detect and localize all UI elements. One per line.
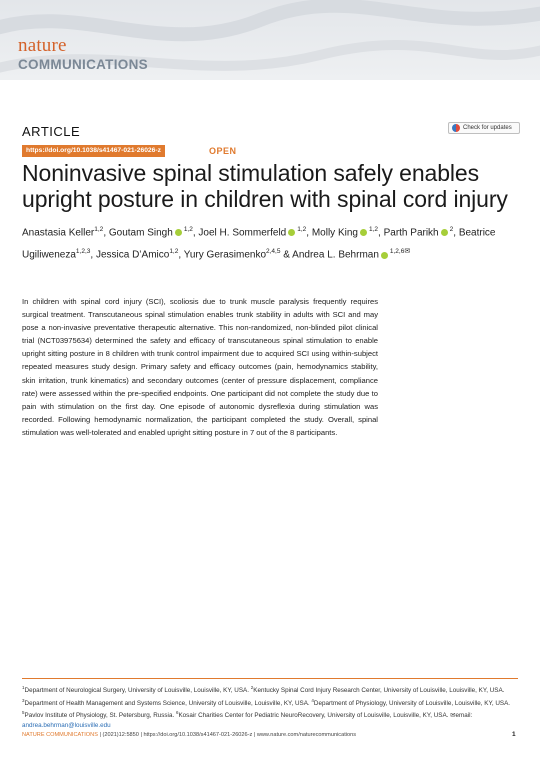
author-separator: , bbox=[453, 227, 459, 239]
affiliation-divider bbox=[22, 678, 518, 679]
author-name[interactable]: Beatrice Ugiliweneza bbox=[22, 227, 496, 261]
orcid-icon[interactable] bbox=[175, 229, 182, 236]
affiliation-text: Department of Physiology, University of Louisville, Louisville, KY, USA. bbox=[313, 699, 511, 707]
affiliations bbox=[22, 683, 518, 730]
author-separator: , bbox=[192, 227, 199, 239]
author-affiliation-marker: 1,2 bbox=[297, 226, 307, 233]
author-separator: & bbox=[280, 249, 293, 261]
author-affiliation-marker: 1,2,6 bbox=[389, 248, 405, 256]
article-type: ARTICLE bbox=[22, 124, 81, 139]
author-name[interactable]: Joel H. Sommerfeld bbox=[198, 227, 287, 239]
author-separator: , bbox=[306, 227, 312, 239]
footer-journal: NATURE COMMUNICATIONS bbox=[22, 732, 98, 738]
page-footer bbox=[22, 730, 518, 740]
mail-icon[interactable]: ✉ bbox=[404, 248, 411, 256]
author-separator: , bbox=[378, 227, 384, 239]
affiliation-text: Kosair Charities Center for Pediatric NeuroRecovery, University of Louisville, Louisville, KY, USA. bbox=[178, 712, 451, 720]
author-affiliation-marker: 2,4,5 bbox=[266, 248, 281, 256]
affiliation-number: 5 bbox=[22, 710, 25, 715]
logo-nature: nature bbox=[18, 35, 67, 56]
author-affiliation-marker: 1,2 bbox=[94, 226, 104, 233]
author-separator: , bbox=[103, 227, 109, 239]
author-name[interactable]: Jessica D’Amico bbox=[95, 249, 170, 261]
author-name[interactable]: Andrea L. Behrman bbox=[292, 249, 379, 261]
email-link[interactable]: andrea.behrman@louisville.edu bbox=[22, 721, 111, 729]
open-access-label: OPEN bbox=[209, 146, 237, 156]
author-affiliation-marker: 1,2 bbox=[368, 226, 379, 233]
crossmark-icon bbox=[452, 124, 460, 132]
affiliation-text: Pavlov Institute of Physiology, St. Petersburg, Russia. bbox=[24, 712, 176, 720]
email-label: email: bbox=[455, 712, 473, 720]
author-affiliation-marker: 1,2 bbox=[183, 226, 193, 233]
affiliation-text: Kentucky Spinal Cord Injury Research Center, University of Louisville, Louisville, KY, USA. bbox=[253, 687, 505, 695]
footer-citation: | (2021)12:5850 | https://doi.org/10.1038/s41467-021-26026-z | www.nature.com/naturecommunications bbox=[97, 732, 357, 738]
author-affiliation-marker: 1,2 bbox=[169, 248, 179, 256]
orcid-icon[interactable] bbox=[360, 229, 367, 236]
doi-link[interactable]: https://doi.org/10.1038/s41467-021-26026-z bbox=[22, 145, 165, 157]
abstract: In children with spinal cord injury (SCI), scoliosis due to trunk muscle paralysis frequently requires surgical treatment. Transcutaneous spinal stimulation enables trunk stability in adults with SCI and may pose a non-invasive preventative therapeutic alternative. This non-randomized, non-blinded pilot clinical trial (NCT03975634) determined the safety and efficacy of transcutaneous spinal stimulation to enable upright sitting posture in 8 children with trunk control impairment due to acquired SCI using within-subject repeated measures study design. Primary safety and efficacy outcomes (pain, hemodynamics stability, skin irritation, trunk kinematics) and secondary outcomes (center of pressure displacement, compliance rate) were assessed within the pre-specified endpoints. One participant did not complete the study due to pain with stimulation on the first day. One episode of autonomic dysreflexia during stimulation was recorded. Following hemodynamic normalization, the participant completed the study. Overall, spinal stimulation was well-tolerated and enabled upright sitting posture in 7 out of the 8 participants. bbox=[22, 297, 378, 437]
check-updates-button[interactable] bbox=[448, 122, 520, 134]
author-separator: , bbox=[90, 249, 96, 261]
author-affiliation-marker: 1,2,3 bbox=[75, 248, 91, 256]
affiliation-number: 3 bbox=[22, 697, 25, 703]
journal-header bbox=[0, 0, 540, 80]
affiliation-number: 6 bbox=[175, 710, 179, 715]
author-name[interactable]: Molly King bbox=[311, 227, 358, 239]
mail-icon: ✉ bbox=[450, 712, 456, 720]
orcid-icon[interactable] bbox=[441, 229, 448, 236]
author-list bbox=[22, 220, 522, 265]
author-name[interactable]: Goutam Singh bbox=[108, 227, 173, 239]
author-name[interactable]: Parth Parikh bbox=[383, 227, 439, 239]
affiliation-number: 1 bbox=[22, 685, 25, 690]
affiliation-number: 2 bbox=[250, 685, 254, 690]
page-number: 1 bbox=[512, 731, 516, 738]
affiliation-number: 4 bbox=[311, 697, 314, 703]
article-title: Noninvasive spinal stimulation safely enables upright posture in children with spinal cord injury bbox=[22, 160, 508, 212]
logo-communications: COMMUNICATIONS bbox=[18, 57, 148, 72]
affiliation-text: Department of Health Management and Systems Science, University of Louisville, Louisville, KY, USA. bbox=[24, 699, 312, 707]
author-separator: , bbox=[178, 249, 184, 261]
affiliation-text: Department of Neurological Surgery, University of Louisville, Louisville, KY, USA. bbox=[24, 687, 251, 695]
author-affiliation-marker: 2 bbox=[449, 226, 454, 233]
author-name[interactable]: Anastasia Keller bbox=[22, 227, 95, 239]
author-name[interactable]: Yury Gerasimenko bbox=[183, 249, 267, 261]
orcid-icon[interactable] bbox=[381, 252, 388, 259]
orcid-icon[interactable] bbox=[288, 229, 295, 236]
check-updates-label: Check for updates bbox=[463, 125, 512, 131]
